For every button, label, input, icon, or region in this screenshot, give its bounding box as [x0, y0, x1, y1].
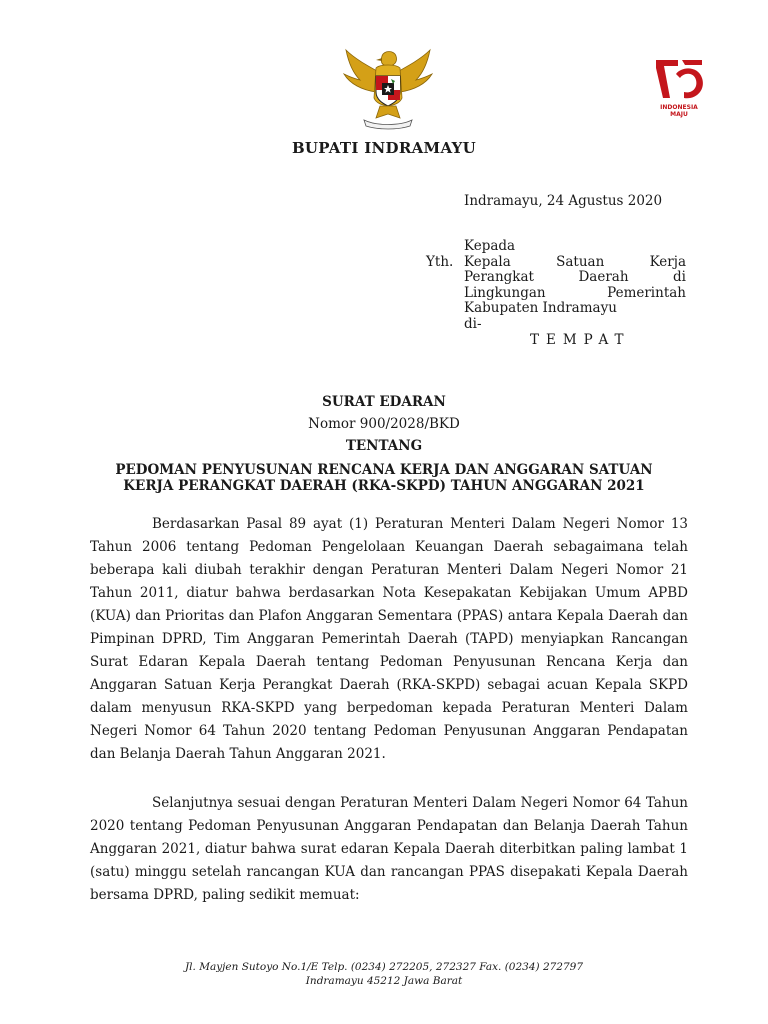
indonesia-maju-75-logo [652, 54, 706, 124]
recipient-line-1: Kepala Satuan Kerja [464, 253, 686, 270]
logo75-line2: MAJU [670, 111, 688, 118]
letter-date: Indramayu, 24 Agustus 2020 [464, 193, 663, 209]
recipient-block [464, 239, 686, 332]
subject-line-1: PEDOMAN PENYUSUNAN RENCANA KERJA DAN ANGGARAN SATUAN [115, 462, 653, 478]
body-paragraph-1-block [90, 513, 688, 766]
recipient-line-5: di- [464, 315, 482, 332]
body-paragraph-2-block [90, 792, 688, 907]
page-title: BUPATI INDRAMAYU [291, 139, 477, 157]
yth-label: Yth. [426, 254, 454, 270]
recipient-line-4: Kabupaten Indramayu [464, 300, 617, 316]
footer-line-1: Jl. Mayjen Sutoyo No.1/E Telp. (0234) 272205, 272327 Fax. (0234) 272797 [184, 961, 584, 973]
footer-line-2: Indramayu 45212 Jawa Barat [305, 974, 463, 987]
circular-title: SURAT EDARAN [322, 394, 446, 410]
logo75-line1: INDONESIA [660, 104, 698, 111]
circular-subject [80, 462, 688, 494]
garuda-emblem [342, 46, 434, 130]
recipient-line-2: Perangkat Daerah di [464, 269, 686, 285]
kepada-label: Kepada [464, 238, 516, 254]
circular-number: Nomor 900/2028/BKD [308, 416, 460, 432]
body-paragraph-1: Berdasarkan Pasal 89 ayat (1) Peraturan Menteri Dalam Negeri Nomor 13 Tahun 2006 tentang Pedoman Pengelolaan Keuangan Daerah sebagaimana telah beberapa kali diubah terakhir dengan Peraturan Menteri Dalam Negeri Nomor 21 Tahun 2011, diatur bahwa berdasarkan Nota Kesepakatan Kebijakan Umum APBD (KUA) dan Prioritas dan Plafon Anggaran Sementara (PPAS) antara Kepala Daerah dan Pimpinan DPRD, Tim Anggaran Pemerintah Daerah (TAPD) menyiapkan Rancangan Surat Edaran Kepala Daerah tentang Pedoman Penyusunan Rencana Kerja dan Anggaran Satuan Kerja Perangkat Daerah (RKA-SKPD) sebagai acuan Kepala SKPD dalam menyusun RKA-SKPD yang berpedoman kepada Peraturan Menteri Dalam Negeri Nomor 64 Tahun 2020 tentang Pedoman Penyusunan Anggaran Pendapatan dan Belanja Daerah Tahun Anggaran 2021. [90, 516, 688, 762]
recipient-line-3: Lingkungan Pemerintah [464, 284, 686, 301]
circular-tentang: TENTANG [345, 438, 423, 454]
footer-address [0, 961, 768, 988]
tempat-label: TEMPAT [530, 332, 631, 348]
body-paragraph-2: Selanjutnya sesuai dengan Peraturan Menteri Dalam Negeri Nomor 64 Tahun 2020 tentang Pedoman Penyusunan Anggaran Pendapatan dan Belanja Daerah Tahun Anggaran 2021, diatur bahwa surat edaran Kepala Daerah diterbitkan paling lambat 1 (satu) minggu setelah rancangan KUA dan rancangan PPAS disepakati Kepala Daerah bersama DPRD, paling sedikit memuat: [90, 795, 688, 903]
subject-line-2: KERJA PERANGKAT DAERAH (RKA-SKPD) TAHUN ANGGARAN 2021 [123, 478, 645, 494]
